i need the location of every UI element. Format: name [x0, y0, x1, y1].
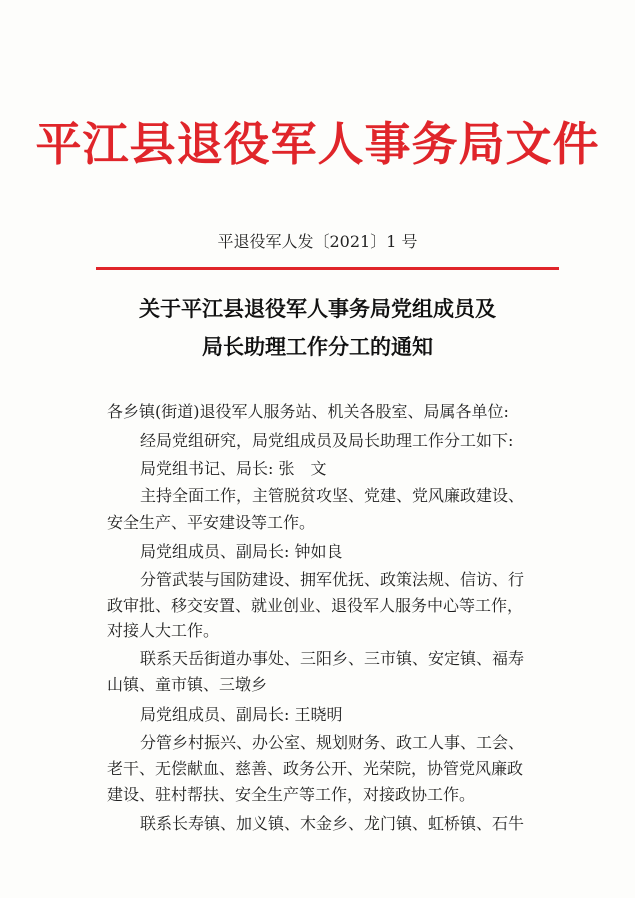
document-number: 平退役军人发〔2021〕1 号: [217, 232, 418, 251]
notice-title-line-2: 局长助理工作分工的通知: [202, 334, 433, 359]
duty-1-line-2: 安全生产、平安建设等工作。: [107, 513, 316, 532]
duty-3-line-1: 分管乡村振兴、办公室、规划财务、政工人事、工会、: [140, 733, 525, 752]
duty-2-line-1: 分管武装与国防建设、拥军优抚、政策法规、信访、行: [140, 570, 525, 589]
contact-2-line-1: 联系天岳街道办事处、三阳乡、三市镇、安定镇、福寿: [140, 649, 525, 668]
document-header-title: 平江县退役军人事务局文件: [35, 117, 600, 171]
intro-line: 经局党组研究，局党组成员及局长助理工作分工如下:: [140, 431, 514, 450]
duty-2-line-3: 对接人大工作。: [107, 621, 220, 640]
contact-3-line-1: 联系长寿镇、加义镇、木金乡、龙门镇、虹桥镇、石牛: [140, 814, 525, 833]
duty-3-line-2: 老干、无偿献血、慈善、政务公开、光荣院，协管党风廉政: [107, 759, 524, 778]
role-deputy-director-2: 局党组成员、副局长: 王晓明: [140, 705, 343, 724]
role-party-secretary: 局党组书记、局长: 张 文: [140, 459, 327, 478]
notice-title-line-1: 关于平江县退役军人事务局党组成员及: [139, 296, 496, 321]
addressee-line: 各乡镇(街道)退役军人服务站、机关各股室、局属各单位:: [107, 402, 509, 421]
duty-1-line-1: 主持全面工作，主管脱贫攻坚、党建、党风廉政建设、: [140, 486, 525, 505]
duty-2-line-2: 政审批、移交安置、就业创业、退役军人服务中心等工作，: [107, 596, 524, 615]
role-deputy-director-1: 局党组成员、副局长: 钟如良: [140, 542, 343, 561]
contact-2-line-2: 山镇、童市镇、三墩乡: [107, 675, 268, 694]
duty-3-line-3: 建设、驻村帮扶、安全生产等工作，对接政协工作。: [107, 785, 476, 804]
red-divider-line: [96, 267, 559, 270]
